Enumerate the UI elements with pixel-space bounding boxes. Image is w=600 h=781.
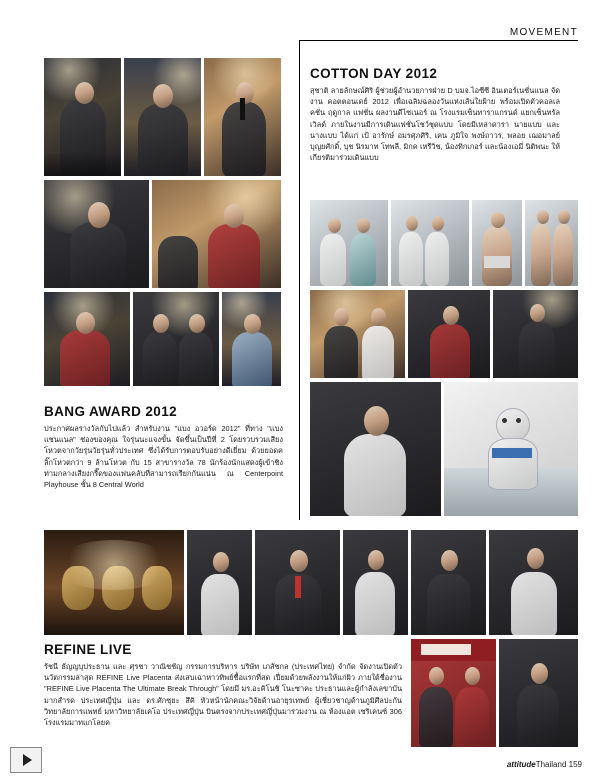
photo-cotton-5 — [310, 290, 405, 378]
header-divider — [300, 40, 578, 41]
photo-bang-2 — [124, 58, 201, 176]
play-button[interactable] — [10, 747, 42, 773]
photo-refine-5 — [411, 530, 486, 635]
footer-region: Thailand — [535, 760, 567, 769]
photo-bang-8 — [222, 292, 281, 386]
section-title-refine-live: REFINE LIVE — [44, 642, 132, 657]
photo-refine-8 — [499, 639, 578, 747]
photo-cotton-4 — [525, 200, 578, 286]
photo-refine-2 — [187, 530, 252, 635]
section-body-cotton-day: สุชาติ ลายลักษณ์ศิริ ผู้ช่วยผู้อำนวยการฝ่าย D บมจ.ไอซีซี อินเตอร์เนชั่นแนล จัดงาน คอตตอนเดย์ 2012 เพื่อเฉลิมฉลองวันแห่งเส้นใยฝ้าย พร้อมเปิดตัวคอลเลคชั่น ฤดูกาล แฟชั่น ผลงานดีไซเนอร์ ณ โรงแรมเซ็นทาราแกรนด์ แยกเซ็นทรัลเวิลด์ ภายในงานมีการเดินแฟชั่นโชว์ชุดแบบ โดยมีเหล่าดารา นายแบบ และนางแบบ ได้แก่ เป้ อารักษ์ อมรศุภศิริ, เคน ภูมิใจ พงษ์ถาวร, พลอย เฌอมาลย์ บุญยศักดิ์, บุช นิรมาท โทพลี, มิกค เหรีวิช, น้องทิกเกอร์ และน้องเอมี่ นิติพนะ ให้เกียรติมาร่วมเดินแบบ — [310, 86, 560, 163]
page-header-label: MOVEMENT — [509, 27, 578, 38]
photo-bang-1 — [44, 58, 121, 176]
section-title-bang-award: BANG AWARD 2012 — [44, 404, 178, 419]
photo-cotton-9 — [444, 382, 578, 516]
section-body-bang-award: ประกาศผลรางวัลกับไปแล้ว สำหรับงาน "แบง อวอร์ด 2012" ที่ทาง "แบง แชนแนล" ช่องของคุณ ใจรุ่นนะแจงขั้น จัดขึ้นเป็นปีที่ 2 โดยรวบรวมเสียงโหวตจากวัยรุ่นวัยรุ่นทั่วประเทศ ซึ่งได้รับการตอบรับอย่างดีเยี่ยม ด้วยยอดคลิ๊กโหวตกว่า 9 ล้านโหวต กับ 15 สาขารางวัล 78 นักร้องนักแสดงผู้เข้าชิง ท่ามกลางเสียงกรี๊ดของแฟนคลับที่สามารถเรียกกันแน่น ณ Centerpoint Playhouse ชั้น 8 Central World — [44, 424, 283, 490]
photo-cotton-2 — [391, 200, 469, 286]
photo-refine-1 — [44, 530, 184, 635]
footer-brand: attitude — [506, 760, 536, 769]
photo-refine-7 — [411, 639, 496, 747]
photo-cotton-8 — [310, 382, 441, 516]
photo-cotton-6 — [408, 290, 490, 378]
page-footer — [507, 760, 582, 769]
photo-refine-4 — [343, 530, 408, 635]
photo-bang-5 — [152, 180, 281, 288]
photo-cotton-7 — [493, 290, 578, 378]
column-divider — [299, 40, 300, 520]
photo-bang-7 — [133, 292, 219, 386]
photo-cotton-3 — [472, 200, 522, 286]
footer-page-number: 159 — [568, 760, 582, 769]
photo-bang-6 — [44, 292, 130, 386]
section-body-refine-live: รัชนี ธัญญบุประธาน และ ศุรชา วาณิชชัญ กรรมการบริหาร บริษัท เภสัชกล (ประเทศไทย) จำกัด จัดงานเปิดตัว นวัตกรรมล่าสุด REFINE Live Placenta ส่งเสบเฉาหาวทิพย์ชื้อแรกที่สด เปี่ยมด้วยพลังงานให้แก่ผิว ภายใต้ชื่องาน "REFINE Live Placenta The Ultimate Break Through" โดยมี มร.อะคิโนชิ โนะซาคะ ประธานและผู้กำลังเลขาบันมากสำรด ประเทศญี่ปุ่น และ ดร.ศักซุยะ สึคิ หัวหน้านักคณะวิจัยด้านอายุรเทพย์ ผู้เชี่ยวชาญด้านภูมิศึลปะกัน วิทยาลัยการแพทย์ มหาวิทยาลัยเคโอ ประเทศญี่ปุ่น บินตรงจากประเทศญี่ปุ่นมาร่วมงาน ณ ห้องแอต เซริเคนซ์ 306 โรงแรมมาทแกโลยค — [44, 662, 402, 728]
play-icon — [23, 754, 32, 766]
section-title-cotton-day: COTTON DAY 2012 — [310, 66, 438, 81]
photo-refine-6 — [489, 530, 578, 635]
photo-cotton-1 — [310, 200, 388, 286]
photo-bang-3 — [204, 58, 281, 176]
photo-bang-4 — [44, 180, 149, 288]
photo-refine-3 — [255, 530, 340, 635]
